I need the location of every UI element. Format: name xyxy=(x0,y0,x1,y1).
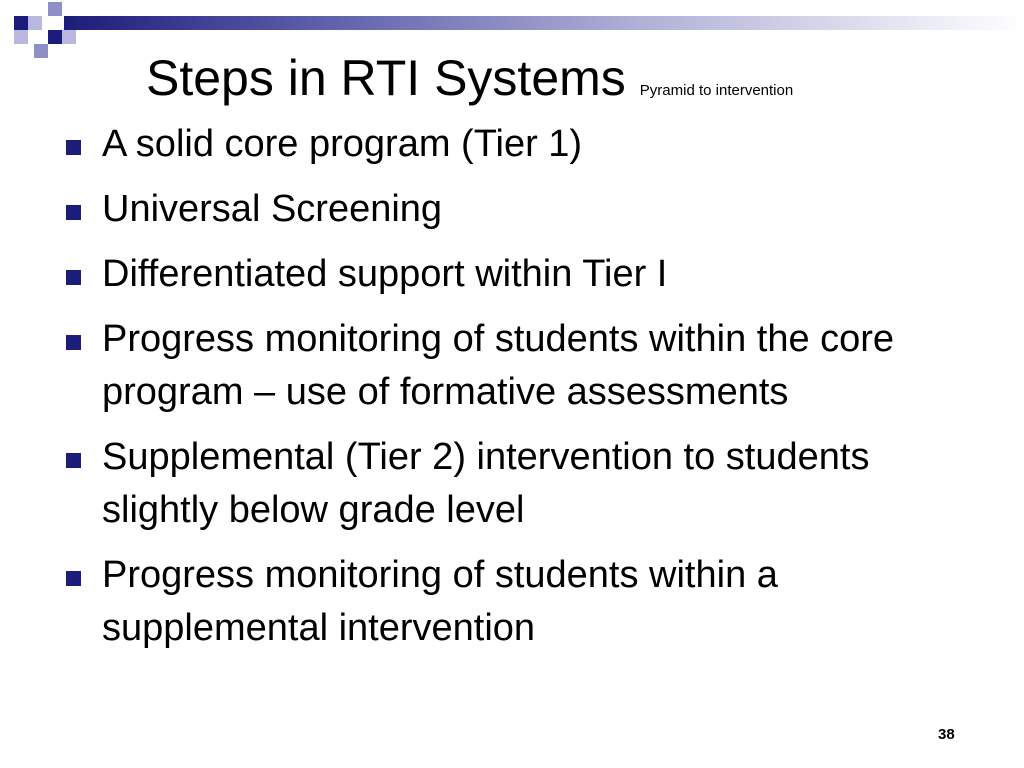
slide-title-text: Steps in RTI Systems xyxy=(146,50,626,106)
slide-subtitle: Pyramid to intervention xyxy=(639,82,794,99)
corner-square-decoration xyxy=(14,16,28,30)
square-bullet-icon xyxy=(66,205,81,220)
slide-title xyxy=(146,48,793,108)
bullet-text: A solid core program (Tier 1) xyxy=(102,123,583,165)
bullet-item xyxy=(66,248,966,301)
bullet-list xyxy=(66,118,966,667)
bullet-item xyxy=(66,431,966,537)
corner-square-decoration xyxy=(14,30,28,44)
bullet-text: Supplemental (Tier 2) intervention to students slightly below grade level xyxy=(102,436,870,531)
square-bullet-icon xyxy=(66,335,81,350)
corner-square-decoration xyxy=(28,16,42,30)
corner-square-decoration xyxy=(48,30,62,44)
square-bullet-icon xyxy=(66,571,81,586)
bullet-item xyxy=(66,313,966,419)
bullet-text: Progress monitoring of students within a supplemental intervention xyxy=(102,554,778,649)
bullet-item xyxy=(66,549,966,655)
header-gradient-bar xyxy=(64,16,1024,30)
bullet-item xyxy=(66,183,966,236)
corner-square-decoration xyxy=(62,30,76,44)
corner-square-decoration xyxy=(34,44,48,58)
bullet-text: Universal Screening xyxy=(102,188,443,230)
square-bullet-icon xyxy=(66,270,81,285)
bullet-item xyxy=(66,118,966,171)
bullet-text: Differentiated support within Tier I xyxy=(102,253,668,295)
square-bullet-icon xyxy=(66,140,81,155)
bullet-text: Progress monitoring of students within the core program – use of formative assessments xyxy=(102,318,895,413)
square-bullet-icon xyxy=(66,453,81,468)
slide-page-number: 38 xyxy=(938,726,955,743)
corner-square-decoration xyxy=(48,2,62,16)
